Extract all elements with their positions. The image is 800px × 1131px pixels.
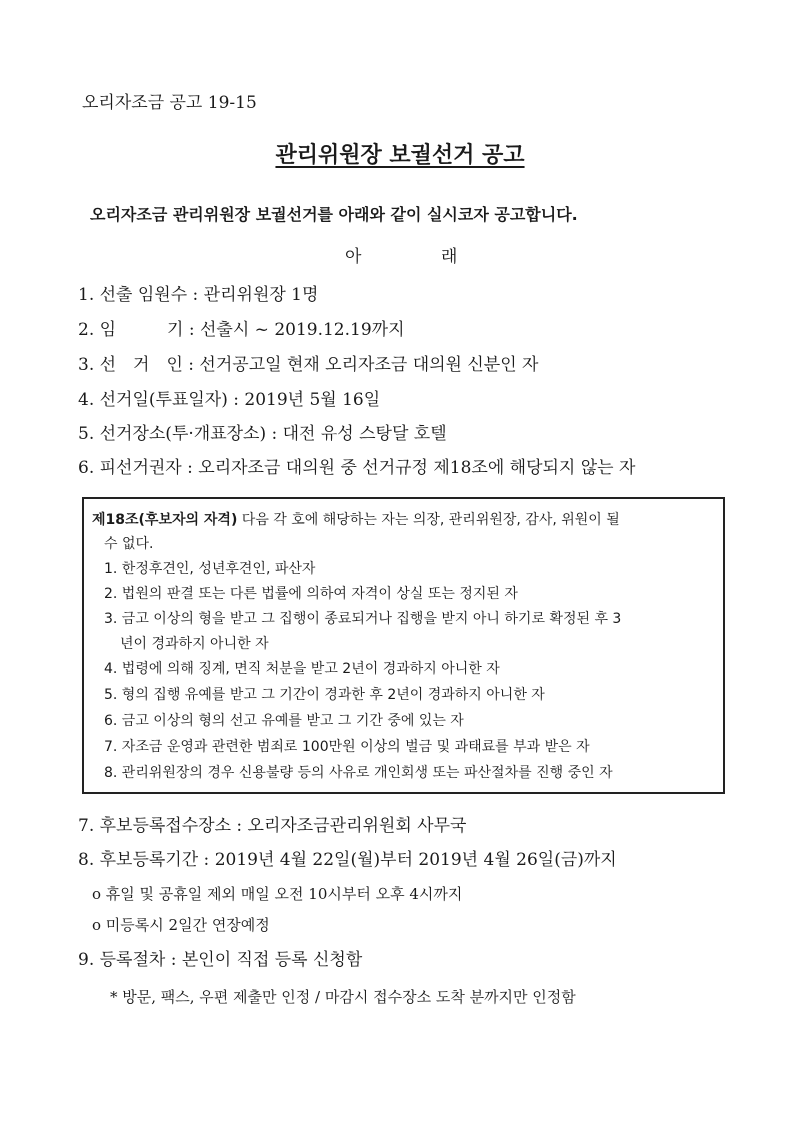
item-7: 7. 후보등록접수장소 : 오리자조금관리위원회 사무국 xyxy=(78,816,467,836)
item-5: 5. 선거장소(투·개표장소) : 대전 유성 스탕달 호텔 xyxy=(78,424,447,444)
item-4: 4. 선거일(투표일자) : 2019년 5월 16일 xyxy=(78,390,381,410)
article-clause: 3. 금고 이상의 형을 받고 그 집행이 종료되거나 집행을 받지 아니 하기로 확정된 후 3 xyxy=(104,611,622,627)
item-2: 2. 임 기 : 선출시 ~ 2019.12.19까지 xyxy=(78,320,405,340)
article-heading: 제18조(후보자의 자격) xyxy=(92,512,238,528)
sub-item-hours: o 휴일 및 공휴일 제외 매일 오전 10시부터 오후 4시까지 xyxy=(92,885,463,903)
article-clause-cont: 년이 경과하지 아니한 자 xyxy=(120,636,269,652)
article-clause: 8. 관리위원장의 경우 신용불량 등의 사유로 개인회생 또는 파산절차를 진행 중인 자 xyxy=(104,765,613,781)
article-clause: 1. 한정후견인, 성년후견인, 파산자 xyxy=(104,561,316,577)
item-6: 6. 피선거권자 : 오리자조금 대의원 중 선거규정 제18조에 해당되지 않는 자 xyxy=(78,458,636,478)
article-box xyxy=(82,497,725,794)
item-9: 9. 등록절차 : 본인이 직접 등록 신청함 xyxy=(78,950,363,970)
item-3: 3. 선 거 인 : 선거공고일 현재 오리자조금 대의원 신분인 자 xyxy=(78,355,539,375)
item-8: 8. 후보등록기간 : 2019년 4월 22일(월)부터 2019년 4월 26일(금)까지 xyxy=(78,850,617,870)
page-title-text: 관리위원장 보궐선거 공고 xyxy=(275,143,525,168)
page-title xyxy=(0,142,800,170)
article-clause: 6. 금고 이상의 형의 선고 유예를 받고 그 기간 중에 있는 자 xyxy=(104,713,464,729)
item-1: 1. 선출 임원수 : 관리위원장 1명 xyxy=(78,285,319,305)
heading-rae: 래 xyxy=(441,247,458,267)
intro-text: 오리자조금 관리위원장 보궐선거를 아래와 같이 실시코자 공고합니다. xyxy=(90,205,578,224)
article-clause: 4. 법령에 의해 징계, 면직 처분을 받고 2년이 경과하지 아니한 자 xyxy=(104,661,500,677)
article-clause: 7. 자조금 운영과 관련한 범죄로 100만원 이상의 벌금 및 과태료를 부과 받은 자 xyxy=(104,739,590,755)
doc-number: 오리자조금 공고 19-15 xyxy=(82,93,257,113)
article-clause: 5. 형의 집행 유예를 받고 그 기간이 경과한 후 2년이 경과하지 아니한 자 xyxy=(104,687,545,703)
sub-item-extension: o 미등록시 2일간 연장예정 xyxy=(92,916,270,934)
heading-ah: 아 xyxy=(345,247,362,267)
submission-note: * 방문, 팩스, 우편 제출만 인정 / 마감시 접수장소 도착 분까지만 인정함 xyxy=(110,988,576,1006)
article-lead xyxy=(92,511,620,529)
article-clause: 2. 법원의 판결 또는 다른 법률에 의하여 자격이 상실 또는 정지된 자 xyxy=(104,586,518,602)
article-lead-rest: 다음 각 호에 해당하는 자는 의장, 관리위원장, 감사, 위원이 될 xyxy=(237,512,620,528)
article-lead-cont: 수 없다. xyxy=(104,536,154,552)
